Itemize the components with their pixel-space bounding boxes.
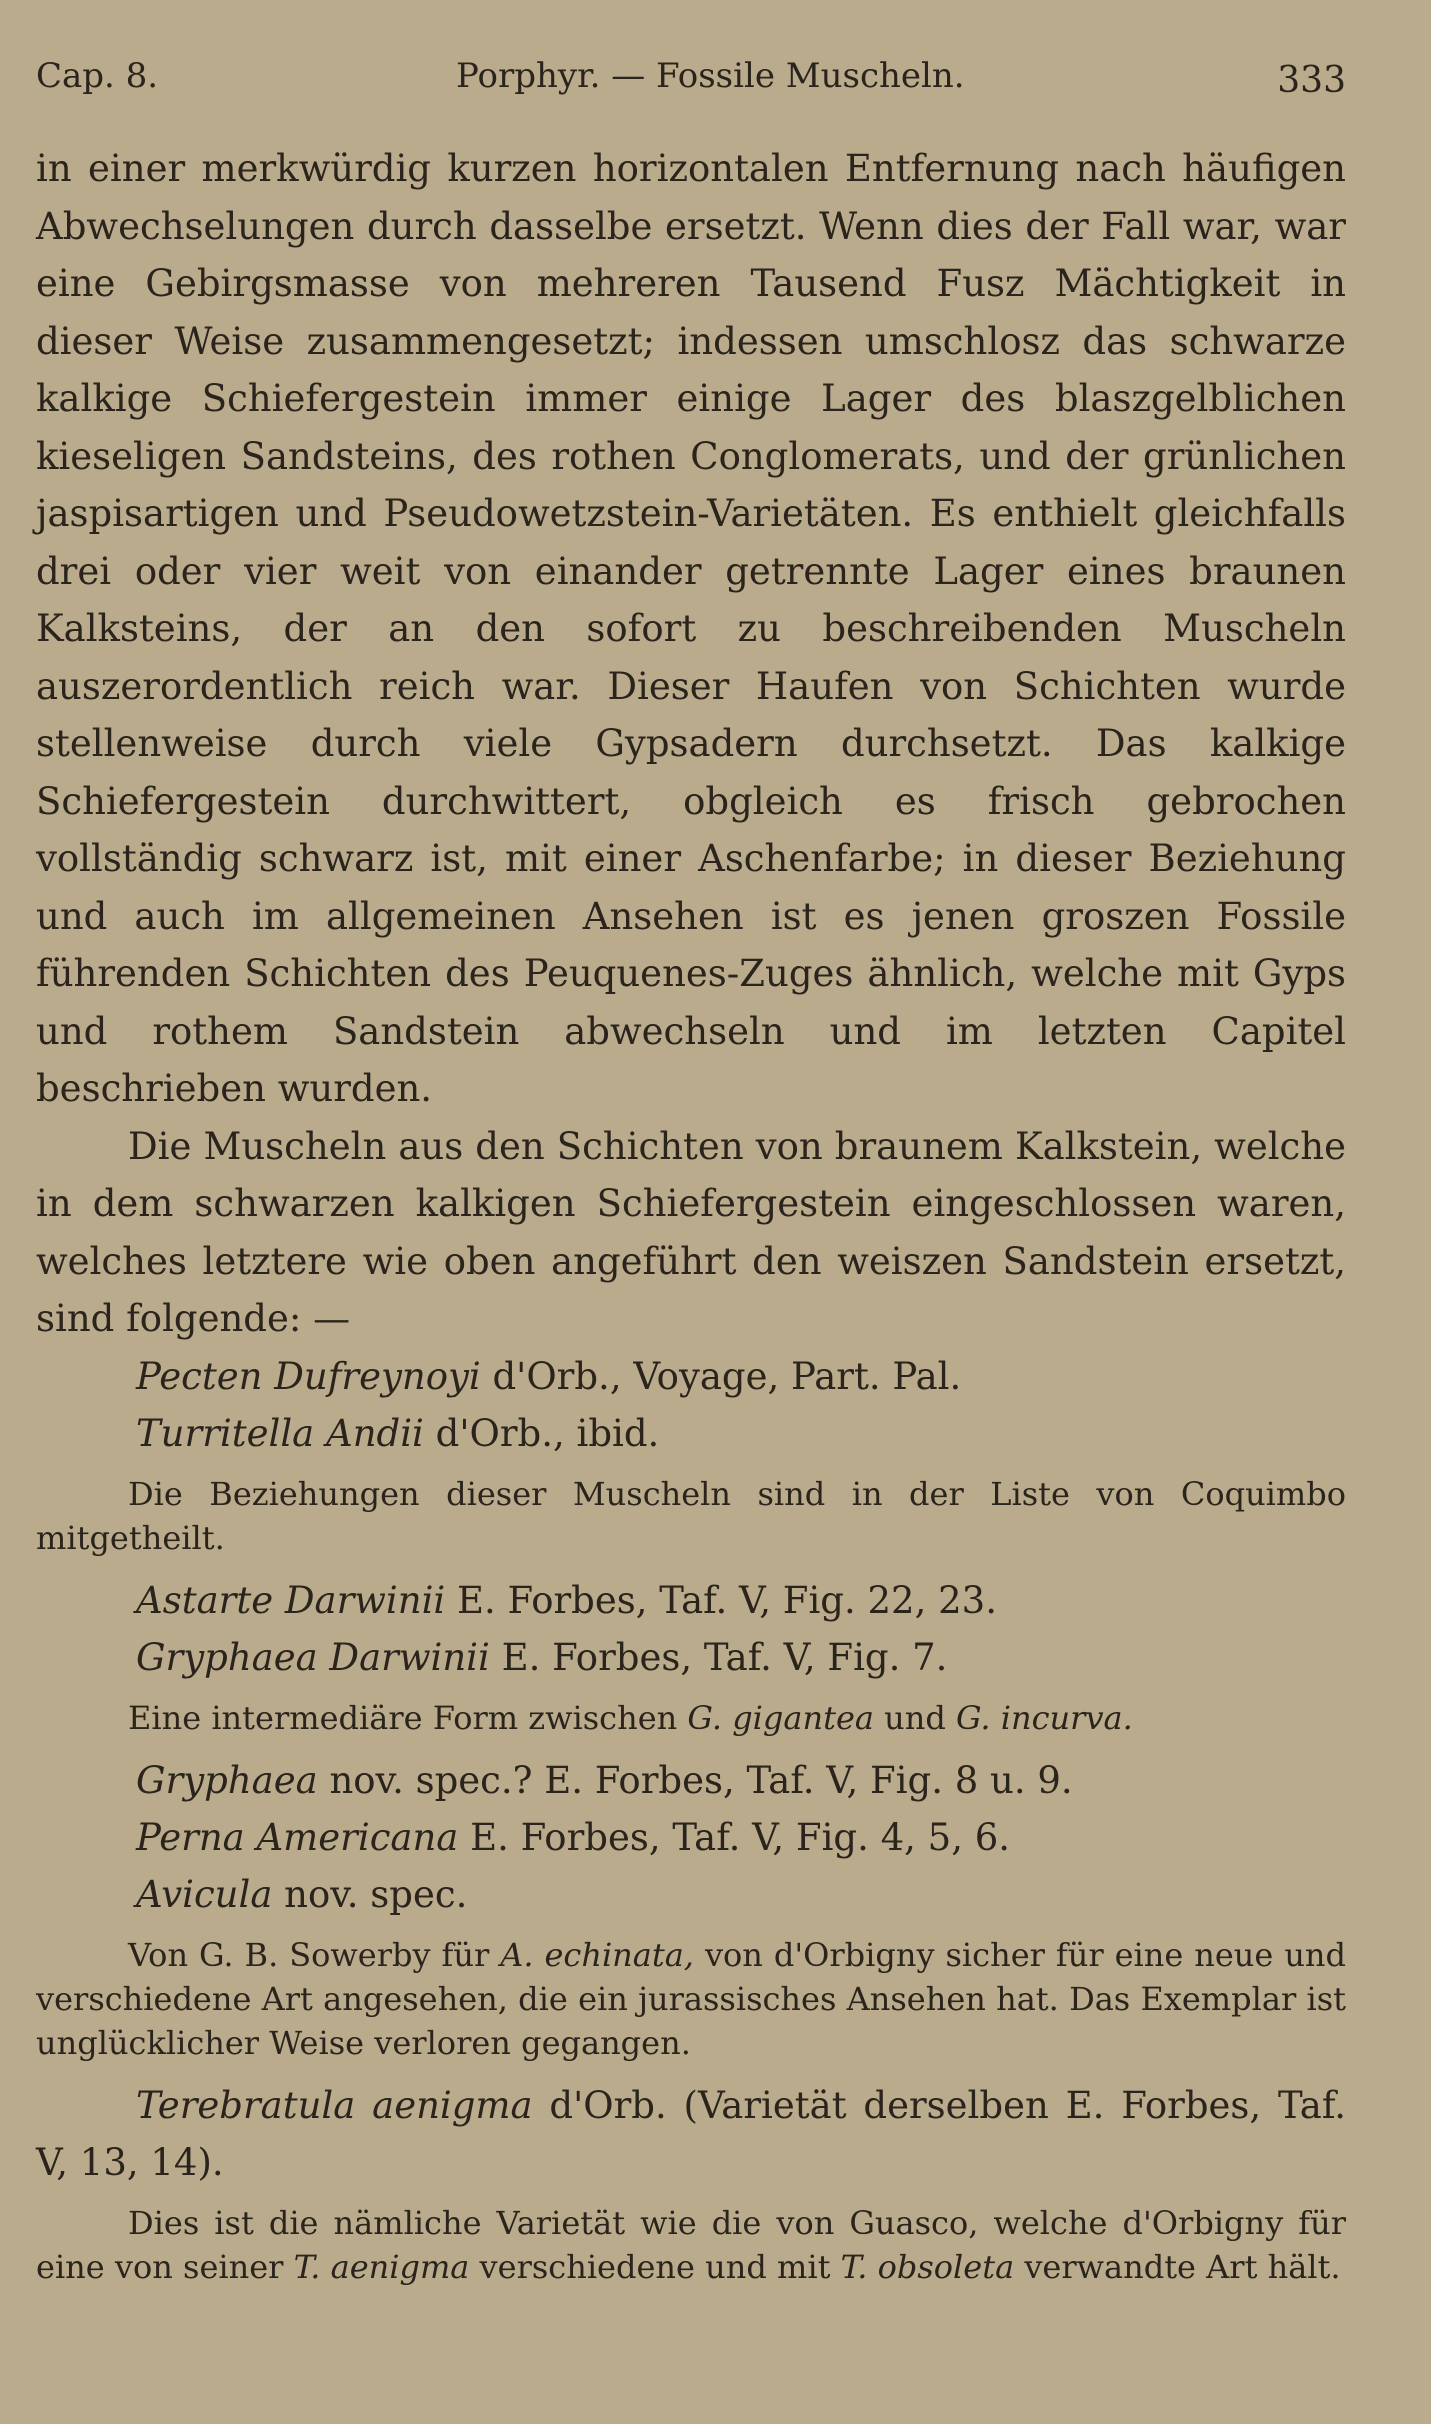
list-item	[36, 1572, 1346, 1629]
paragraph-2: Die Muscheln aus den Schichten von braunem Kalkstein, welche in dem schwarzen kalkigen Schiefergestein eingeschlossen waren, welches letztere wie oben angeführt den weiszen Sandstein ersetzt, sind folgende: —	[36, 1124, 1346, 1340]
note-species: G. incurva.	[956, 1698, 1133, 1737]
species-name: Pecten Dufreynoyi	[136, 1354, 481, 1398]
species-name: Perna Americana	[136, 1815, 459, 1859]
running-head	[36, 56, 1346, 116]
species-note: Die Beziehungen dieser Muscheln sind in der Liste von Coquimbo mitgetheilt.	[36, 1474, 1346, 1557]
note-species: T. aenigma	[293, 2247, 470, 2286]
list-item	[36, 1629, 1346, 1686]
note-text: verschiedene und mit	[469, 2247, 841, 2286]
note-species: T. obsoleta	[840, 2247, 1015, 2286]
species-name: Avicula	[136, 1872, 273, 1916]
note-text: und	[873, 1698, 956, 1737]
species-note	[36, 1933, 1346, 2065]
species-note	[36, 1696, 1346, 1740]
species-name: Turritella Andii	[136, 1411, 424, 1455]
list-item	[36, 1809, 1346, 1866]
species-name: Astarte Darwinii	[136, 1578, 446, 1622]
species-note	[36, 2201, 1346, 2289]
running-title: Porphyr. — Fossile Muscheln.	[456, 56, 965, 96]
note-text: Eine intermediäre Form zwischen	[128, 1698, 688, 1737]
species-name: Terebratula aenigma	[136, 2083, 533, 2127]
list-item	[36, 2077, 1346, 2191]
body-text	[36, 140, 1346, 1348]
note-text: von d'Orbigny sicher für eine neue und verschiedene Art angesehen, die ein jurassisches Ansehen hat. Das Exemplar ist unglücklicher Weise verloren gegangen.	[36, 1935, 1347, 2062]
species-citation: nov. spec.	[272, 1872, 468, 1916]
list-item	[36, 1405, 1346, 1462]
note-text: verwandte Art hält.	[1014, 2247, 1341, 2286]
note-text: Dies ist die nämliche Varietät wie die von Guasco, welche d'Orbigny für eine von seiner	[36, 2203, 1346, 2286]
note-text: Von G. B. Sowerby für	[128, 1935, 501, 1974]
species-citation: d'Orb., Voyage, Part. Pal.	[480, 1354, 962, 1398]
species-citation: E. Forbes, Taf. V, Fig. 22, 23.	[445, 1578, 997, 1622]
list-item	[36, 1866, 1346, 1923]
species-citation: E. Forbes, Taf. V, Fig. 4, 5, 6.	[458, 1815, 1011, 1859]
species-citation: E. Forbes, Taf. V, Fig. 7.	[489, 1635, 948, 1679]
paragraph-1: in einer merkwürdig kurzen horizontalen Entfernung nach häufigen Abwechselungen durch dasselbe ersetzt. Wenn dies der Fall war, war eine Gebirgsmasse von mehreren Tausend Fusz Mächtigkeit in dieser Weise zusammengesetzt; indessen umschlosz das schwarze kalkige Schiefergestein immer einige Lager des blaszgelblichen kieseligen Sandsteins, des rothen Conglomerats, und der grünlichen jaspisartigen und Pseudowetzstein-Varietäten. Es enthielt gleichfalls drei oder vier weit von einander getrennte Lager eines braunen Kalksteins, der an den sofort zu beschreibenden Muscheln auszerordentlich reich war. Dieser Haufen von Schichten wurde stellenweise durch viele Gypsadern durchsetzt. Das kalkige Schiefergestein durchwittert, obgleich es frisch gebrochen vollständig schwarz ist, mit einer Aschenfarbe; in dieser Beziehung und auch im allgemeinen Ansehen ist es jenen groszen Fossile führenden Schichten des Peuquenes-Zuges ähnlich, welche mit Gyps und rothem Sandstein abwechseln und im letzten Capitel beschrieben wurden.	[36, 147, 1346, 1110]
book-page	[36, 56, 1346, 2301]
list-item	[36, 1752, 1346, 1809]
note-species: A. echinata,	[500, 1935, 694, 1974]
note-species: G. gigantea	[687, 1698, 874, 1737]
species-citation: d'Orb., ibid.	[423, 1411, 660, 1455]
page-number: 333	[1277, 60, 1346, 101]
chapter-label: Cap. 8.	[36, 56, 159, 96]
species-citation: nov. spec.? E. Forbes, Taf. V, Fig. 8 u. 9.	[317, 1758, 1073, 1802]
fossil-list	[36, 1348, 1346, 2289]
species-name: Gryphaea Darwinii	[136, 1635, 490, 1679]
species-name: Gryphaea	[136, 1758, 318, 1802]
list-item	[36, 1348, 1346, 1405]
species-citation: d'Orb. (Varietät derselben E. Forbes, Taf. V, 13, 14).	[36, 2083, 1346, 2184]
